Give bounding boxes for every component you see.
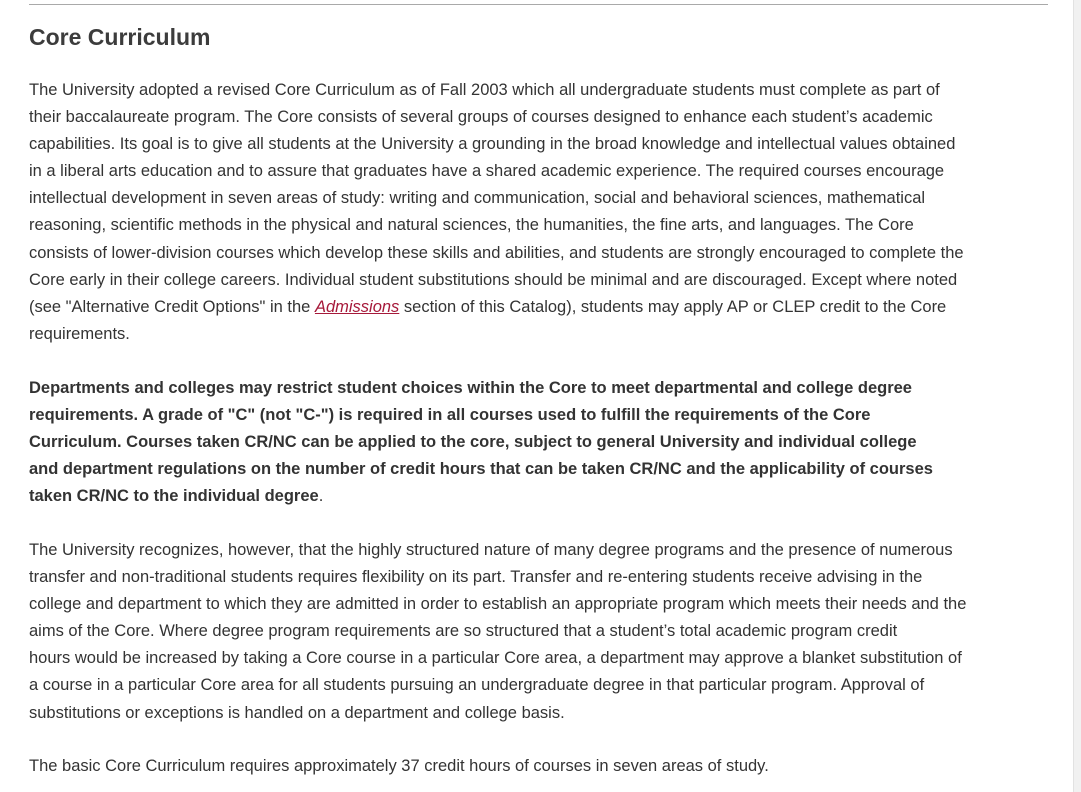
bold-line: Departments and colleges may restrict student choices within the Core to meet departmental and college degree — [29, 379, 912, 397]
text-line: substitutions or exceptions is handled on a department and college basis. — [29, 703, 565, 722]
paragraph-flexibility — [29, 537, 1051, 727]
text-line: (see "Alternative Credit Options" in the — [29, 297, 315, 316]
bold-line: requirements. A grade of "C" (not "C-") is required in all courses used to fulfill the requirements of the Core — [29, 406, 871, 425]
text-line: in a liberal arts education and to assure that graduates have a shared academic experience. The required courses encourage — [29, 162, 945, 181]
text-line: Core early in their college careers. Individual student substitutions should be minimal and are discouraged. Except where noted — [29, 270, 958, 289]
text-line: requirements. — [29, 324, 130, 343]
text-line: hours would be increased by taking a Core course in a particular Core area, a department may approve a blanket substitution of — [29, 649, 962, 668]
text-line: college and department to which they are admitted in order to establish an appropriate program which meets their needs and the — [29, 595, 967, 614]
top-divider — [29, 4, 1048, 5]
trailing-period: . — [318, 487, 324, 506]
text-line: a course in a particular Core area for all students pursuing an undergraduate degree in that particular program. Approval of — [29, 676, 925, 695]
text-line: their baccalaureate program. The Core consists of several groups of courses designed to enhance each student’s academic — [29, 108, 933, 127]
bold-line: taken CR/NC to the individual degree — [29, 487, 319, 506]
text-line: The University adopted a revised Core Curriculum as of Fall 2003 which all undergraduate students must complete as part of — [29, 81, 940, 99]
text-line: intellectual development in seven areas of study: writing and communication, social and behavioral sciences, mathematical — [29, 189, 926, 208]
paragraph-intro — [29, 77, 1051, 348]
page-title: Core Curriculum — [29, 24, 211, 50]
admissions-link[interactable]: Admissions — [314, 297, 400, 316]
text-line: section of this Catalog), students may apply AP or CLEP credit to the Core — [399, 297, 947, 316]
vertical-scrollbar[interactable] — [1073, 0, 1081, 792]
paragraph-credit-hours: The basic Core Curriculum requires approximately 37 credit hours of courses in seven areas of study. — [29, 757, 769, 775]
paragraph-requirements — [29, 375, 1051, 510]
text-line: The University recognizes, however, that the highly structured nature of many degree programs and the presence of numerous — [29, 541, 953, 559]
text-line: capabilities. Its goal is to give all students at the University a grounding in the broad knowledge and intellectual values obtained — [29, 135, 956, 154]
bold-line: Curriculum. Courses taken CR/NC can be applied to the core, subject to general University and individual college — [29, 433, 917, 452]
bold-line: and department regulations on the number of credit hours that can be taken CR/NC and the applicability of courses — [29, 460, 933, 479]
text-line: aims of the Core. Where degree program requirements are so structured that a student’s total academic program credit — [29, 622, 898, 641]
text-line: transfer and non-traditional students requires flexibility on its part. Transfer and re-entering students receive advising in the — [29, 568, 923, 587]
text-line: reasoning, scientific methods in the physical and natural sciences, the humanities, the fine arts, and languages. The Core — [29, 216, 914, 235]
text-line: consists of lower-division courses which develop these skills and abilities, and students are strongly encouraged to complete the — [29, 243, 964, 262]
